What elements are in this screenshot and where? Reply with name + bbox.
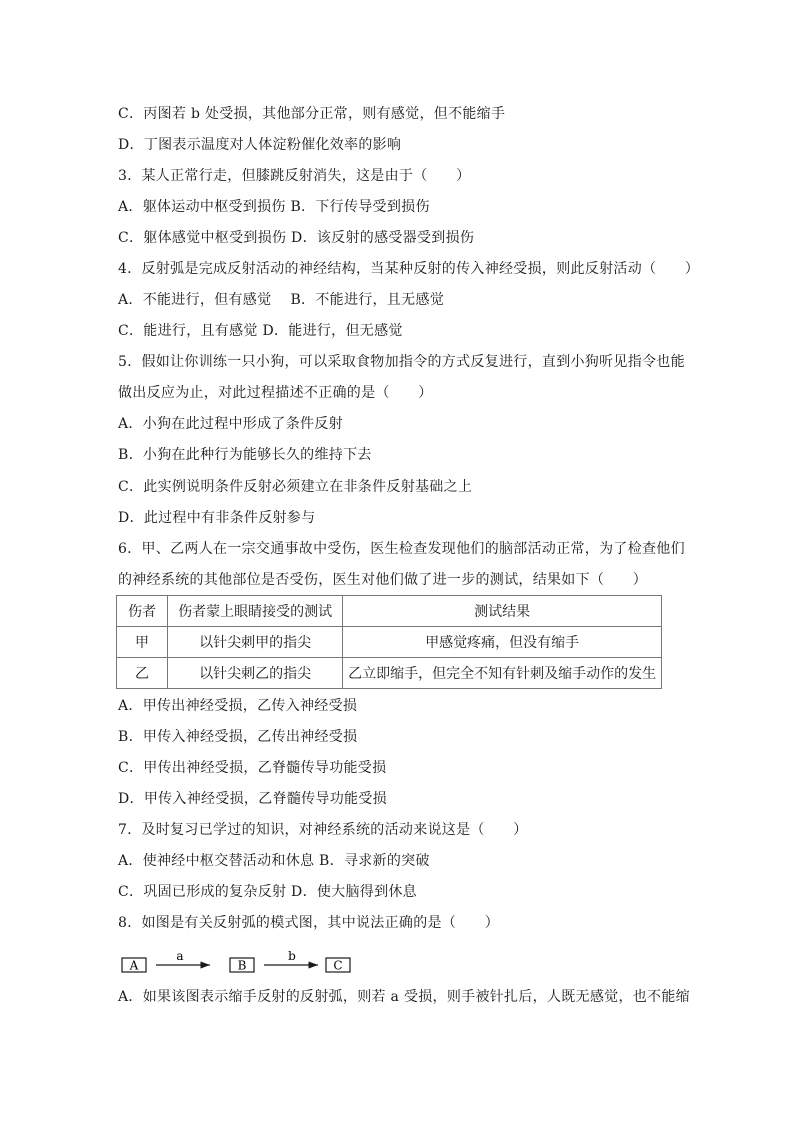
reflex-arc-diagram <box>118 948 368 978</box>
text-line: C．甲传出神经受损，乙脊髓传导功能受损 <box>118 760 387 776</box>
text-line: C．丙图若 b 处受损，其他部分正常，则有感觉，但不能缩手 <box>118 106 506 122</box>
text-line: 的神经系统的其他部位是否受伤，医生对他们做了进一步的测试，结果如下（ ） <box>118 572 648 588</box>
text-line: C．此实例说明条件反射必须建立在非条件反射基础之上 <box>118 479 473 495</box>
text-line: D．丁图表示温度对人体淀粉催化效率的影响 <box>118 137 402 153</box>
text-line: A．小狗在此过程中形成了条件反射 <box>118 416 343 432</box>
text-line: D．甲传入神经受损，乙脊髓传导功能受损 <box>118 791 387 807</box>
text-line: C．能进行，且有感觉 D．能进行，但无感觉 <box>118 323 403 339</box>
arrow-b-label: b <box>288 949 296 963</box>
question-8-option-a: A．如果该图表示缩手反射的反射弧，则若 a 受损，则手被针扎后，人既无感觉，也不能缩 <box>118 989 690 1005</box>
text-line: C．巩固已形成的复杂反射 D．使大脑得到休息 <box>118 884 417 900</box>
table-header-cell: 伤者蒙上眼睛接受的测试 <box>168 596 343 627</box>
box-c-label: C <box>333 958 343 973</box>
question-7: 7．及时复习已学过的知识，对神经系统的活动来说这是（ ） <box>118 822 528 838</box>
arrow-a-label: a <box>176 949 184 963</box>
text-line: B．小狗在此种行为能够长久的维持下去 <box>118 447 372 463</box>
question-8: 8．如图是有关反射弧的模式图，其中说法正确的是（ ） <box>118 915 500 931</box>
text-line: C．躯体感觉中枢受到损伤 D．该反射的感受器受到损伤 <box>118 230 475 246</box>
table-cell: 甲感觉疼痛，但没有缩手 <box>343 627 662 658</box>
question-5: 5．假如让你训练一只小狗，可以采取食物加指令的方式反复进行，直到小狗听见指令也能 <box>118 354 685 370</box>
table-row <box>117 627 662 658</box>
text-line: D．此过程中有非条件反射参与 <box>118 510 316 526</box>
table-cell: 以针尖刺甲的指尖 <box>168 627 343 658</box>
question-6: 6．甲、乙两人在一宗交通事故中受伤，医生检查发现他们的脑部活动正常，为了检查他们 <box>118 541 685 557</box>
text-line: A．使神经中枢交替活动和休息 B．寻求新的突破 <box>118 853 430 869</box>
text-line: A．甲传出神经受损，乙传入神经受损 <box>118 698 358 714</box>
table-row <box>117 658 662 689</box>
table-header-cell: 伤者 <box>117 596 168 627</box>
test-result-table <box>116 595 662 689</box>
table-cell: 以针尖刺乙的指尖 <box>168 658 343 689</box>
table-cell: 乙立即缩手，但完全不知有针刺及缩手动作的发生 <box>343 658 662 689</box>
box-b-label: B <box>237 958 247 973</box>
text-line: A．躯体运动中枢受到损伤 B．下行传导受到损伤 <box>118 199 430 215</box>
question-3: 3．某人正常行走，但膝跳反射消失，这是由于（ ） <box>118 168 471 184</box>
table-cell: 甲 <box>117 627 168 658</box>
table-header-row <box>117 596 662 627</box>
box-a-label: A <box>129 958 139 973</box>
table-header-cell: 测试结果 <box>343 596 662 627</box>
question-4: 4．反射弧是完成反射活动的神经结构，当某种反射的传入神经受损，则此反射活动（ ） <box>118 261 700 277</box>
text-line: 做出反应为止，对此过程描述不正确的是（ ） <box>118 385 433 401</box>
text-line: A．不能进行，但有感觉 B．不能进行，且无感觉 <box>118 292 445 308</box>
table-cell: 乙 <box>117 658 168 689</box>
text-line: B．甲传入神经受损，乙传出神经受损 <box>118 729 358 745</box>
